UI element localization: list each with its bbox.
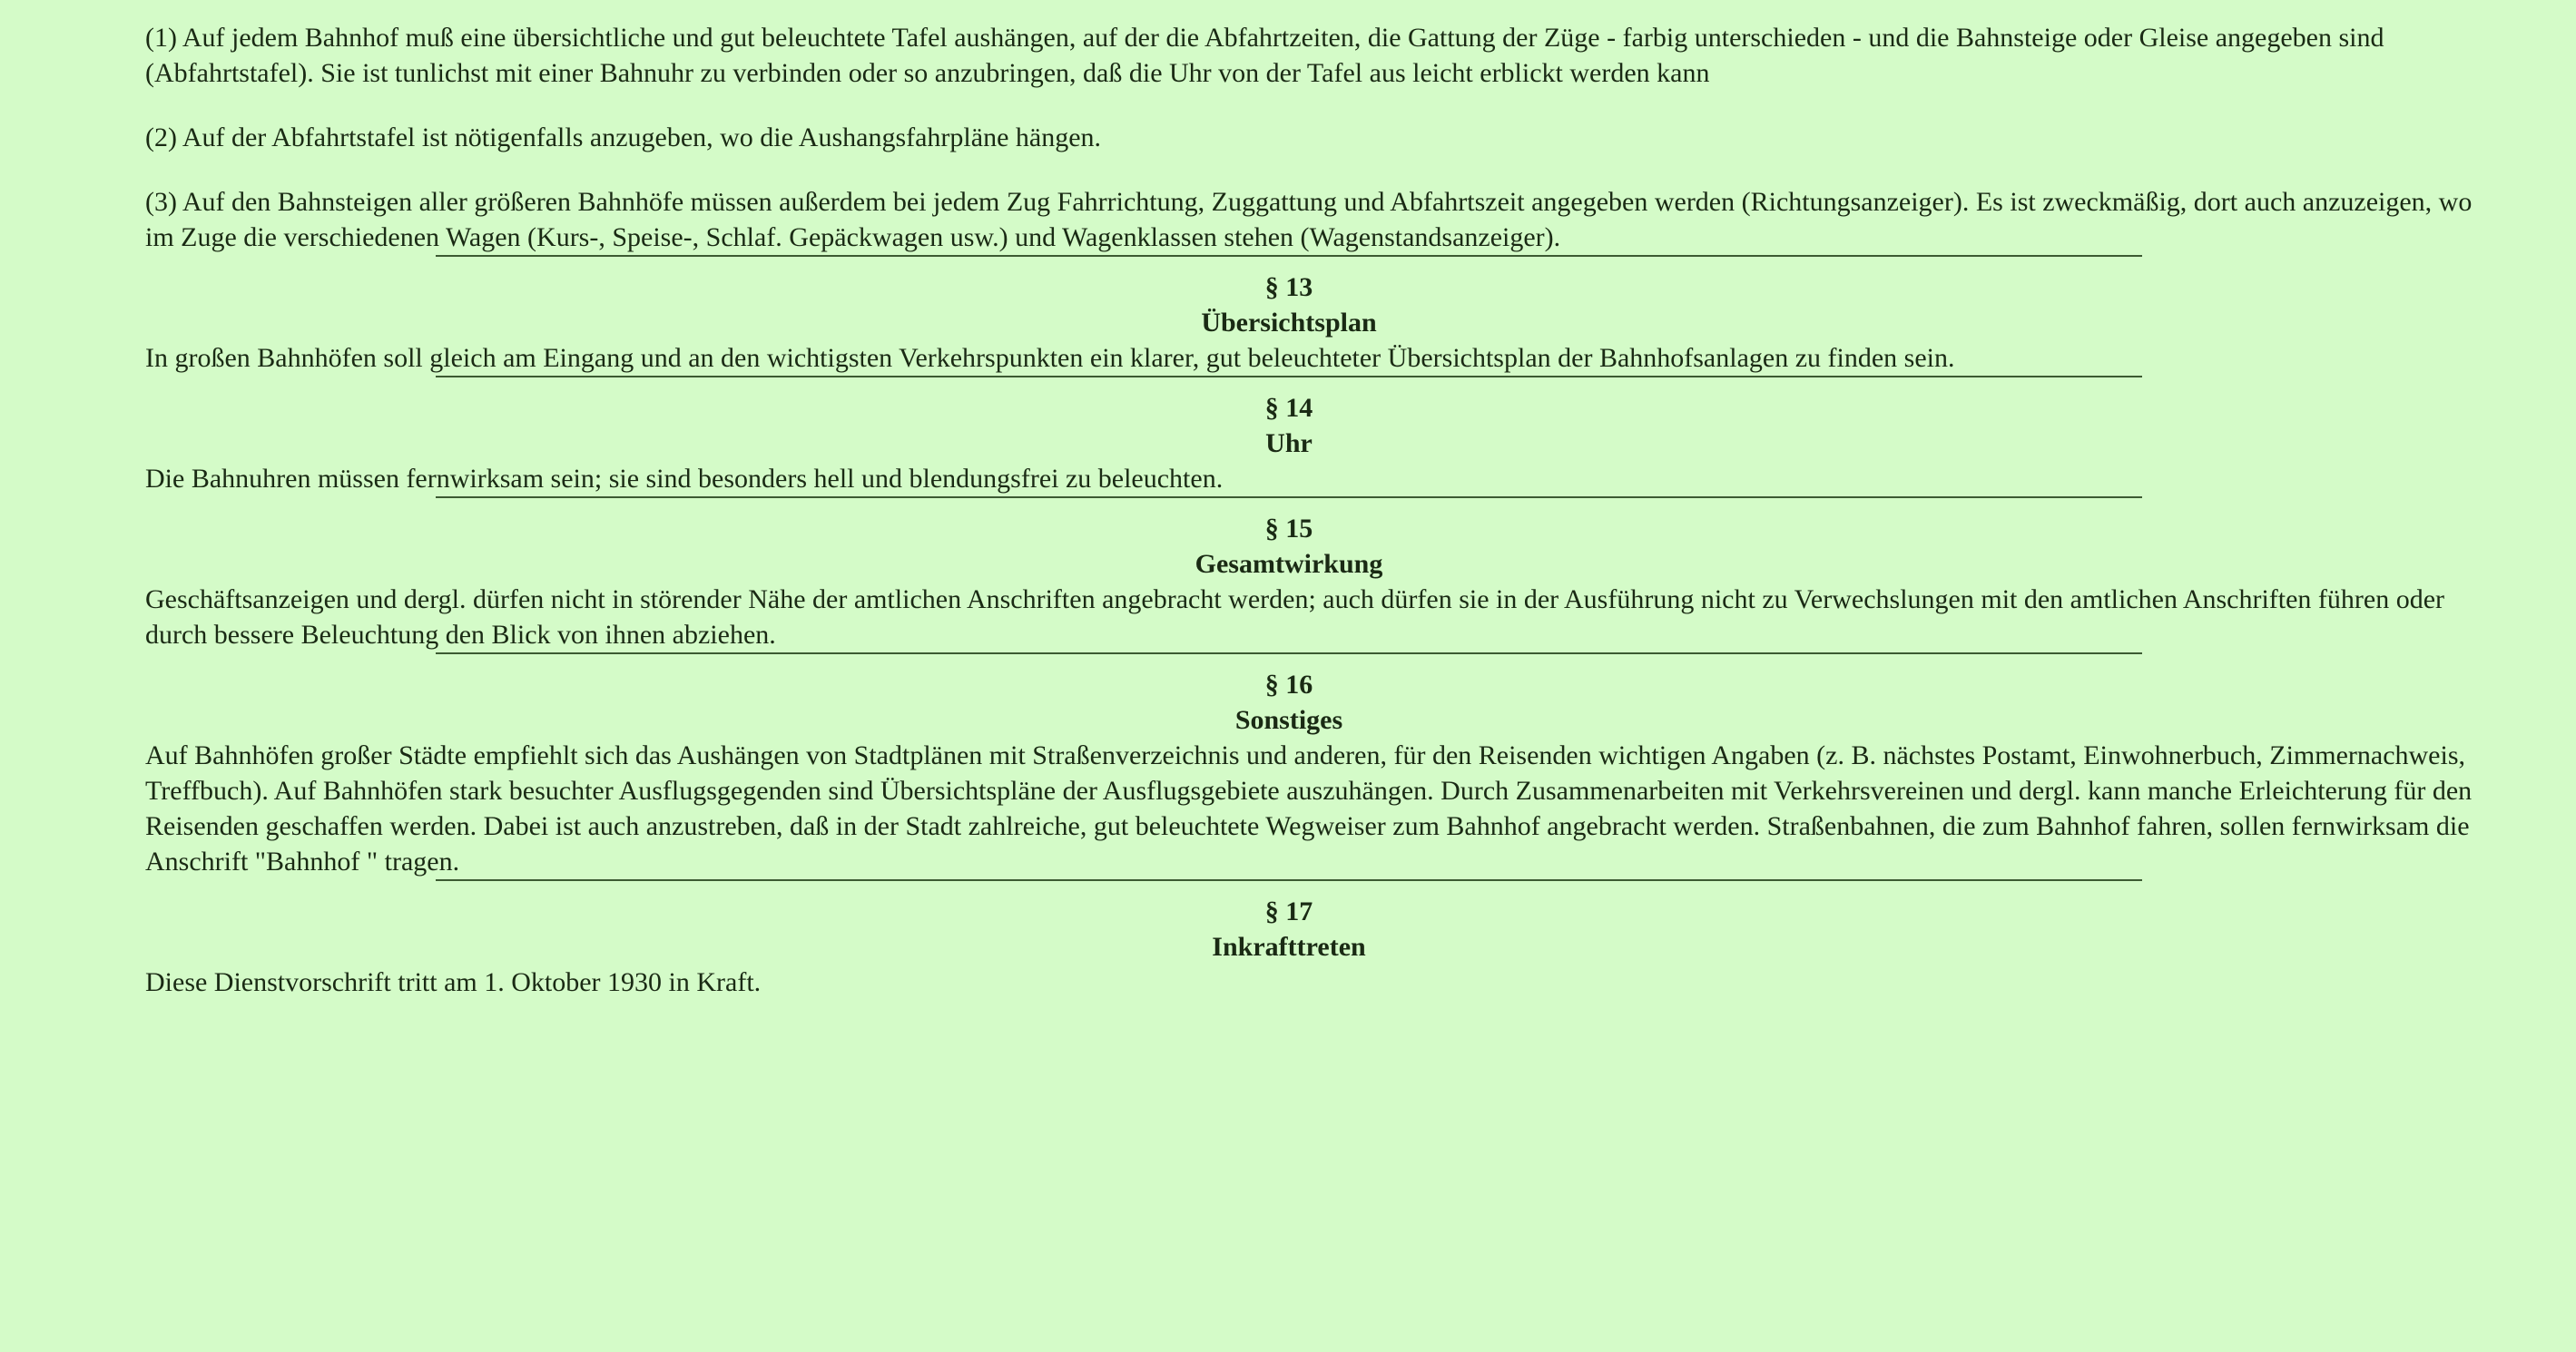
section-body: Auf Bahnhöfen großer Städte empfiehlt sich das Aushängen von Stadtplänen mit Straßenverzeichnis und anderen, für den Reisenden wichtigen Angaben (z. B. nächstes Postamt, Einwohnerbuch, Zimmernachweis, Treffbuch). Auf Bahnhöfen stark besuchter Ausflugsgegenden sind Übersichtspläne der Ausflugsgebiete auszuhängen. Durch Zusammenarbeiten mit Verkehrsvereinen und dergl. kann manche Erleichterung für den Reisenden geschaffen werden. Dabei ist auch anzustreben, daß in der Stadt zahlreiche, gut beleuchtete Wegweiser zum Bahnhof angebracht werden. Straßenbahnen, die zum Bahnhof fahren, sollen fernwirksam die Anschrift "Bahnhof " tragen. xyxy=(145,740,2473,877)
section-number: § 15 xyxy=(1264,514,1313,544)
section-body: Geschäftsanzeigen und dergl. dürfen nicht in störender Nähe der amtlichen Anschriften angebracht werden; auch dürfen sie in der Ausführung nicht zu Verwechslungen mit den amtlichen Anschriften führen oder durch bessere Beleuchtung den Blick von ihnen abziehen. xyxy=(145,584,2445,650)
paragraph-2: (2) Auf der Abfahrtstafel ist nötigenfalls anzugeben, wo die Aushangsfahrpläne hängen. xyxy=(145,122,1102,152)
section-heading xyxy=(436,654,2142,738)
section-17 xyxy=(145,879,2494,1000)
section-number: § 13 xyxy=(1264,272,1313,302)
section-title: Inkrafttreten xyxy=(1212,932,1366,962)
section-heading xyxy=(436,257,2142,340)
section-body: Die Bahnuhren müssen fernwirksam sein; sie sind besonders hell und blendungsfrei zu beleuchten. xyxy=(145,464,1224,494)
section-body: Diese Dienstvorschrift tritt am 1. Oktober 1930 in Kraft. xyxy=(145,967,762,997)
section-heading xyxy=(436,498,2142,582)
section-heading xyxy=(436,377,2142,461)
section-title: Übersichtsplan xyxy=(1201,308,1377,338)
section-14 xyxy=(145,376,2494,496)
intro-block xyxy=(145,20,2494,255)
section-title: Gesamtwirkung xyxy=(1195,549,1383,579)
section-15 xyxy=(145,496,2494,652)
section-number: § 17 xyxy=(1264,896,1313,926)
section-heading xyxy=(436,881,2142,965)
section-body: In großen Bahnhöfen soll gleich am Eingang und an den wichtigsten Verkehrspunkten ein klarer, gut beleuchteter Übersichtsplan der Bahnhofsanlagen zu finden sein. xyxy=(145,343,1955,373)
section-title: Uhr xyxy=(1265,428,1313,458)
paragraph-3: (3) Auf den Bahnsteigen aller größeren Bahnhöfe müssen außerdem bei jedem Zug Fahrrichtung, Zuggattung und Abfahrtszeit angegeben werden (Richtungsanzeiger). Es ist zweckmäßig, dort auch anzuzeigen, wo im Zuge die verschiedenen Wagen (Kurs-, Speise-, Schlaf. Gepäckwagen usw.) und Wagenklassen stehen (Wagenstandsanzeiger). xyxy=(145,187,2473,252)
section-13 xyxy=(145,255,2494,376)
section-number: § 16 xyxy=(1264,670,1313,700)
section-16 xyxy=(145,652,2494,879)
paragraph-1: (1) Auf jedem Bahnhof muß eine übersichtliche und gut beleuchtete Tafel aushängen, auf der die Abfahrtzeiten, die Gattung der Züge - farbig unterschieden - und die Bahnsteige oder Gleise angegeben sind (Abfahrtstafel). Sie ist tunlichst mit einer Bahnuhr zu verbinden oder so anzubringen, daß die Uhr von der Tafel aus leicht erblickt werden kann xyxy=(145,23,2384,88)
section-number: § 14 xyxy=(1264,393,1313,423)
section-title: Sonstiges xyxy=(1234,705,1343,735)
